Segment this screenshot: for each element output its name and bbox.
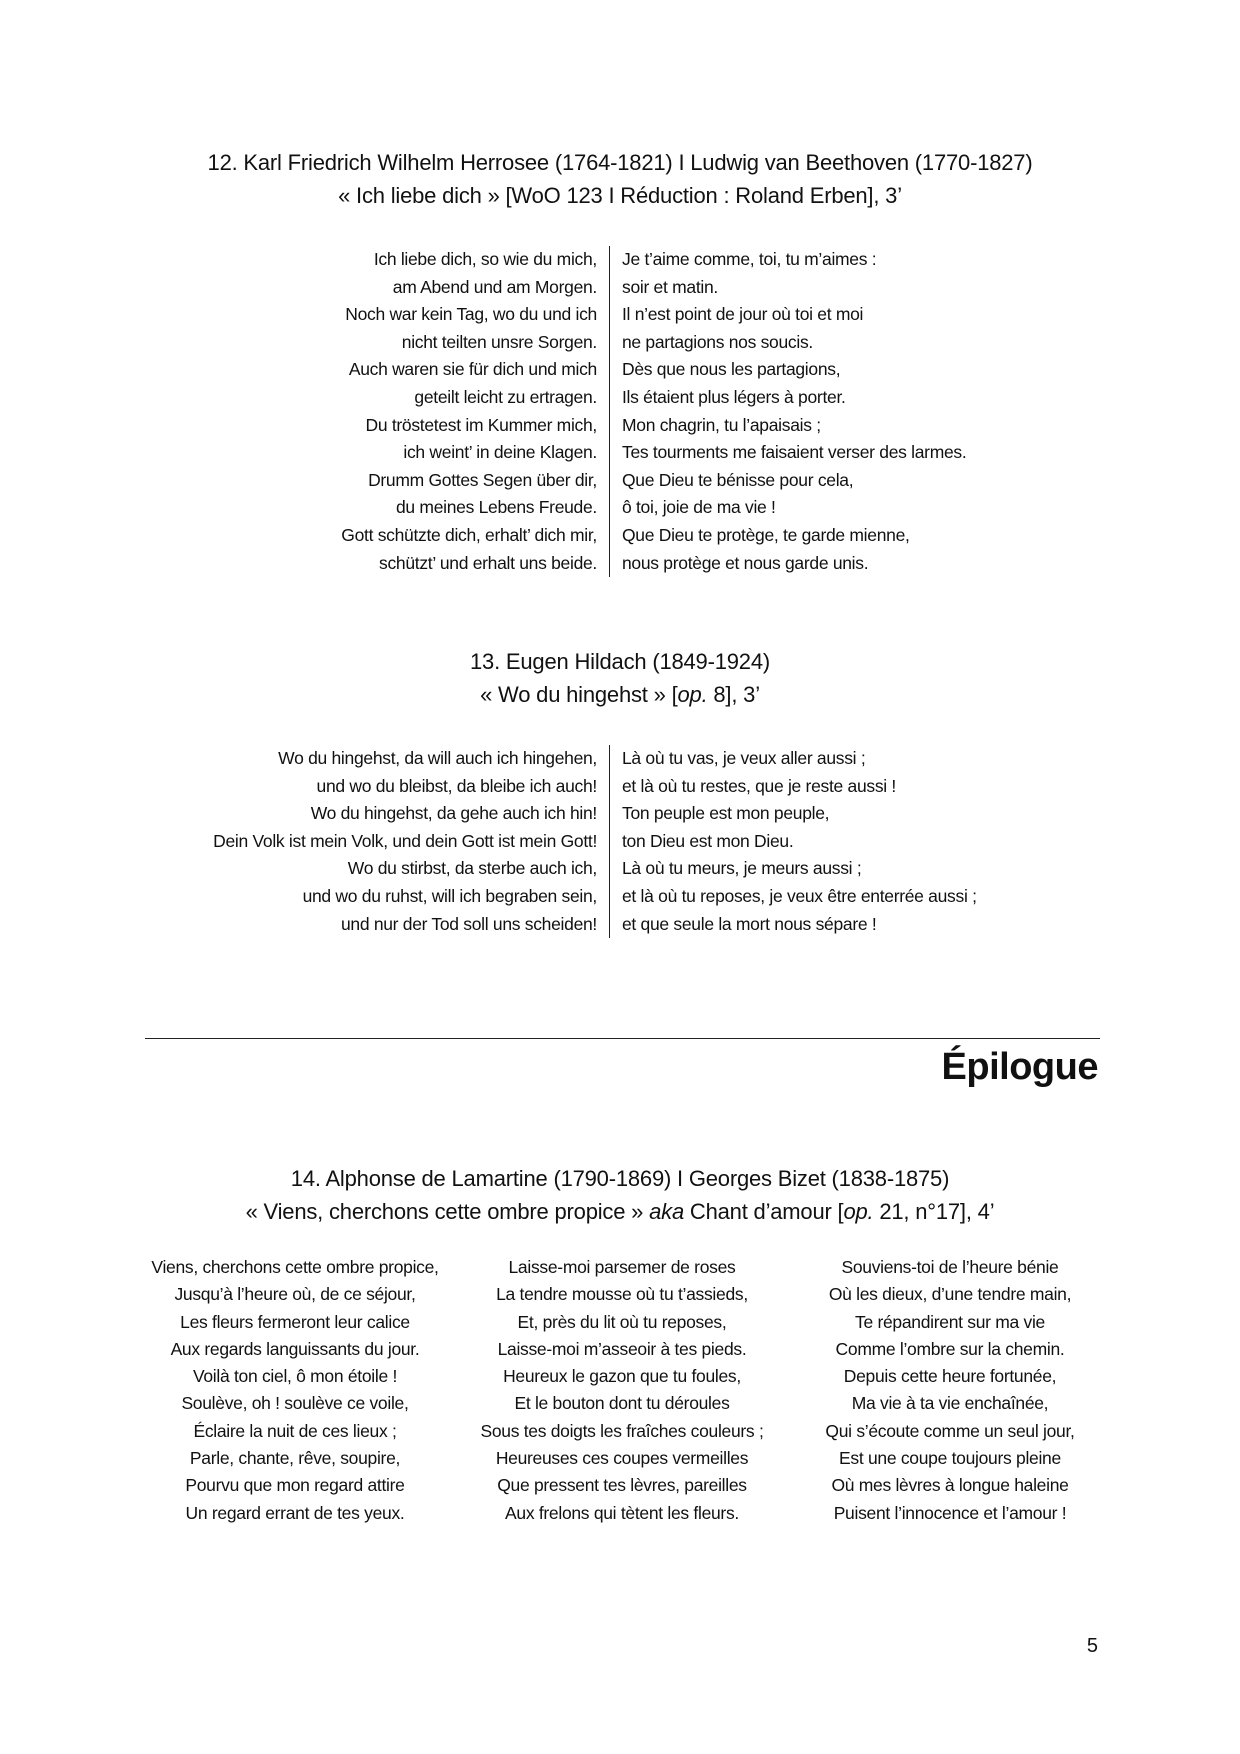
french-line: Dès que nous les partagions, [622, 359, 841, 380]
german-lyrics-column [0, 745, 610, 938]
french-line: ô toi, joie de ma vie ! [622, 497, 776, 518]
german-line: geteilt leicht zu ertragen. [414, 386, 597, 407]
french-line: et là où tu reposes, je veux être enterrée aussi ; [622, 885, 977, 906]
poem-line: Pourvu que mon regard attire [185, 1475, 405, 1496]
poem-line: Est une coupe toujours pleine [839, 1448, 1061, 1469]
poem-line: Puisent l’innocence et l’amour ! [833, 1502, 1067, 1523]
subtitle-aka: aka [649, 1199, 684, 1224]
subtitle-text: 8], 3’ [707, 682, 760, 707]
french-lyrics-column [610, 745, 977, 938]
german-line: am Abend und am Morgen. [392, 276, 597, 297]
german-line: Noch war kein Tag, wo du und ich [345, 304, 597, 325]
song-13-subtitle [0, 678, 1240, 711]
german-line: Wo du hingehst, da will auch ich hingehen, [278, 748, 597, 768]
french-lyrics-column [610, 246, 966, 577]
french-line: et là où tu restes, que je reste aussi ! [622, 775, 896, 796]
poem-line: Depuis cette heure fortunée, [843, 1366, 1057, 1387]
poem-line: Aux regards languissants du jour. [170, 1338, 420, 1359]
subtitle-text: 21, n°17], 4’ [873, 1199, 995, 1224]
german-line: und nur der Tod soll uns scheiden! [340, 913, 597, 934]
poem-line: Où mes lèvres à longue haleine [831, 1475, 1069, 1496]
french-line: nous protège et nous garde unis. [622, 552, 869, 573]
poem-line: La tendre mousse où tu t’assieds, [496, 1284, 748, 1305]
french-line: Là où tu meurs, je meurs aussi ; [622, 858, 862, 879]
french-line: Ils étaient plus légers à porter. [622, 386, 846, 407]
poem-line: Qui s’écoute comme un seul jour, [825, 1420, 1075, 1441]
poem-line: Te répandirent sur ma vie [855, 1311, 1045, 1332]
poem-line: Laisse-moi parsemer de roses [508, 1257, 736, 1277]
song-12-title: 12. Karl Friedrich Wilhelm Herrosee (1764-1821) I Ludwig van Beethoven (1770-1827) [207, 150, 1033, 175]
german-line: Auch waren sie für dich und mich [348, 359, 597, 380]
song-13-title: 13. Eugen Hildach (1849-1924) [470, 649, 770, 674]
poem-line: Ma vie à ta vie enchaînée, [851, 1393, 1049, 1414]
german-line: und wo du ruhst, will ich begraben sein, [302, 885, 597, 906]
poem-line: Que pressent tes lèvres, pareilles [497, 1475, 747, 1496]
subtitle-opus: op. [677, 682, 708, 707]
poem-line: Heureux le gazon que tu foules, [503, 1366, 741, 1387]
poem-line: Sous tes doigts les fraîches couleurs ; [480, 1420, 764, 1441]
german-lyrics-column [0, 246, 610, 577]
german-line: du meines Lebens Freude. [396, 497, 597, 518]
french-line: soir et matin. [622, 276, 718, 297]
french-line: ne partagions nos soucis. [622, 331, 813, 352]
song-13-header [0, 645, 1240, 711]
german-line: Gott schützte dich, erhalt’ dich mir, [341, 524, 597, 545]
german-line: nicht teilten unsre Sorgen. [401, 331, 597, 352]
poem-line: Les fleurs fermeront leur calice [180, 1311, 410, 1332]
poem-column-1 [125, 1254, 465, 1527]
poem-column-3 [780, 1254, 1120, 1527]
song-12-subtitle: « Ich liebe dich » [WoO 123 I Réduction : Roland Erben], 3’ [338, 183, 902, 208]
german-line: und wo du bleibst, da bleibe ich auch! [316, 775, 597, 796]
poem-line: Et le bouton dont tu déroules [514, 1393, 730, 1414]
poem-line: Laisse-moi m’asseoir à tes pieds. [497, 1338, 747, 1359]
german-line: Wo du stirbst, da sterbe auch ich, [347, 858, 597, 879]
german-line: Ich liebe dich, so wie du mich, [373, 249, 597, 269]
section-divider [145, 1038, 1100, 1039]
poem-line: Un regard errant de tes yeux. [185, 1502, 405, 1523]
french-line: Que Dieu te protège, te garde mienne, [622, 524, 910, 545]
german-line: Drumm Gottes Segen über dir, [368, 469, 597, 490]
poem-line: Voilà ton ciel, ô mon étoile ! [192, 1366, 398, 1387]
poem-line: Soulève, oh ! soulève ce voile, [181, 1393, 409, 1414]
subtitle-text: « Wo du hingehst » [ [480, 682, 678, 707]
poem-line: Comme l’ombre sur la chemin. [835, 1338, 1065, 1359]
french-line: Que Dieu te bénisse pour cela, [622, 469, 854, 490]
song-13-lyrics [0, 745, 1240, 938]
german-line: Wo du hingehst, da gehe auch ich hin! [310, 803, 597, 824]
french-line: Je t’aime comme, toi, tu m’aimes : [622, 249, 877, 269]
german-line: ich weint’ in deine Klagen. [403, 442, 597, 463]
poem-line: Souviens-toi de l’heure bénie [841, 1257, 1059, 1277]
french-line: et que seule la mort nous sépare ! [622, 913, 877, 934]
french-line: ton Dieu est mon Dieu. [622, 830, 794, 851]
poem-line: Parle, chante, rêve, soupire, [189, 1448, 401, 1469]
poem-line: Aux frelons qui tètent les fleurs. [505, 1502, 739, 1523]
subtitle-opus: op. [843, 1199, 874, 1224]
french-line: Il n’est point de jour où toi et moi [622, 304, 864, 325]
german-line: schützt’ und erhalt uns beide. [379, 552, 597, 573]
subtitle-text: « Viens, cherchons cette ombre propice » [245, 1199, 650, 1224]
song-12-lyrics [0, 246, 1240, 577]
poem-line: Éclaire la nuit de ces lieux ; [193, 1420, 397, 1441]
german-line: Du tröstetest im Kummer mich, [365, 414, 597, 435]
song-14-subtitle [0, 1195, 1240, 1228]
poem-line: Où les dieux, d’une tendre main, [828, 1284, 1072, 1305]
poem-line: Jusqu’à l’heure où, de ce séjour, [174, 1284, 416, 1305]
poem-line: Heureuses ces coupes vermeilles [495, 1448, 749, 1469]
epilogue-title: Épilogue [941, 1046, 1098, 1088]
french-line: Ton peuple est mon peuple, [622, 803, 830, 824]
page-number: 5 [1086, 1635, 1098, 1657]
french-line: Mon chagrin, tu l’apaisais ; [622, 414, 821, 435]
poem-line: Et, près du lit où tu reposes, [517, 1311, 727, 1332]
french-line: Tes tourments me faisaient verser des larmes. [622, 442, 967, 463]
german-line: Dein Volk ist mein Volk, und dein Gott ist mein Gott! [213, 830, 597, 851]
song-14-header [0, 1162, 1240, 1228]
french-line: Là où tu vas, je veux aller aussi ; [622, 748, 866, 768]
song-14-title: 14. Alphonse de Lamartine (1790-1869) I Georges Bizet (1838-1875) [290, 1166, 950, 1191]
song-12-header [0, 146, 1240, 212]
subtitle-text: Chant d’amour [ [684, 1199, 844, 1224]
poem-column-2 [452, 1254, 792, 1527]
poem-line: Viens, cherchons cette ombre propice, [151, 1257, 439, 1277]
